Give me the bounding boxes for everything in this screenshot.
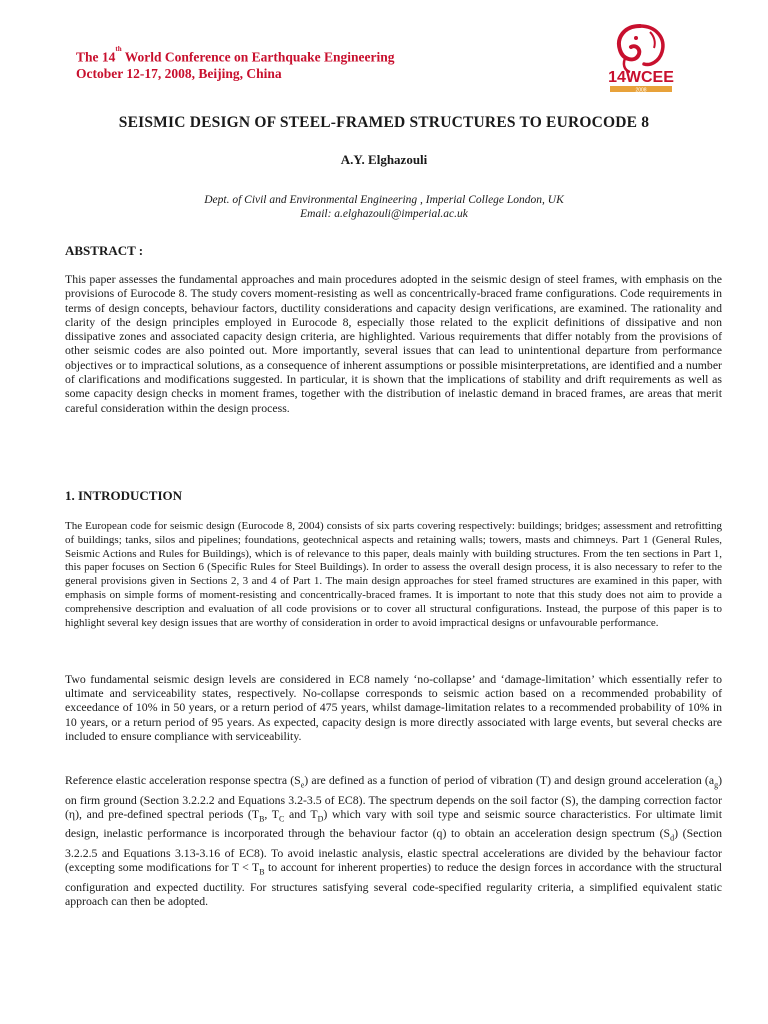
- paper-title: SEISMIC DESIGN OF STEEL-FRAMED STRUCTURES TO EUROCODE 8: [118, 114, 650, 131]
- text-run: and T: [284, 806, 318, 821]
- conference-line-2: October 12-17, 2008, Beijing, China: [76, 65, 282, 81]
- subscript: d: [670, 833, 675, 843]
- text-run: ) are defined as a function of period of vibration (T) and design ground acceleration (a: [304, 773, 715, 787]
- subscript: B: [259, 814, 265, 824]
- ordinal-superscript: th: [115, 45, 122, 53]
- abstract-text: This paper assesses the fundamental approaches and main procedures adopted in the seismic design of steel frames, with emphasis on the provisions of Eurocode 8. The study covers moment-resisting as well as concentrically-braced frame configurations. Code requirements in terms of design concepts, behaviour factors, ductility considerations and capacity design verifications, are examined. The rationality and clarity of the design principles employed in Eurocode 8, especially those related to the explicit definitions of dissipative and non dissipative zones and associated capacity design criteria, are highlighted. Various requirements that differ notably from the provisions of other seismic codes are also pointed out. More importantly, several issues that can lead to unintentional departure from performance objectives or to impractical solutions, as a consequence of inherent assumptions or possible misinterpretations, are identified and a number of clarifications and modifications suggested. In particular, it is shown that the implications of stability and drift requirements as well as some capacity design checks in moment frames, together with the distribution of inelastic demand in braced frames, are areas that merit careful consideration within the design process.: [65, 272, 722, 415]
- conference-header: [76, 46, 395, 82]
- text-run: , T: [264, 806, 279, 821]
- section-heading-introduction: 1. INTRODUCTION: [65, 488, 183, 503]
- author-affiliation-block: [0, 193, 768, 221]
- conference-name: World Conference on Earthquake Engineering: [121, 49, 395, 65]
- affiliation: Dept. of Civil and Environmental Engineering , Imperial College London, UK: [204, 194, 564, 206]
- intro-paragraph-2: Two fundamental seismic design levels are considered in EC8 namely ‘no-collapse’ and ‘damage-limitation’ which essentially refer to ultimate and serviceability states, respectively. No-collapse corresponds to seismic action based on a recommended probability of exceedance of 10% in 50 years, or a return period of 475 years, whilst damage-limitation relates to a recommended probability of 10% in 10 years, or a return period of 95 years. As expected, capacity design is more directly associated with large events, but several checks are included to ensure compliance with serviceability.: [65, 672, 722, 743]
- text-run: to account for inherent properties) to reduce the design forces in accordance with the structural configuration and expected ductility. For structures satisfying several code-specified regularity criteria, a simplified equivalent static approach can then be adopted.: [65, 860, 723, 908]
- intro-paragraph-3: [65, 773, 722, 908]
- subscript: g: [714, 780, 719, 790]
- text-run: ) which vary with soil type and seismic source characteristics. For ultimate limit design, inelastic performance is incorporated through the behaviour factor (q) to obtain an acceleration design spectrum (S: [65, 806, 722, 841]
- wcee-logo: [596, 20, 686, 100]
- conference-line-1: [76, 46, 395, 66]
- logo-text: 14WCEE: [608, 69, 674, 86]
- author-email: Email: a.elghazouli@imperial.ac.uk: [300, 208, 468, 220]
- author-name: A.Y. Elghazouli: [340, 152, 428, 167]
- subscript: e: [300, 780, 305, 790]
- text-run: Reference elastic acceleration response spectra (S: [65, 773, 301, 787]
- subscript: C: [279, 814, 285, 824]
- conference-prefix: The 14: [76, 49, 116, 65]
- subscript: D: [317, 814, 324, 824]
- text-run: ) (Section 3.2.2.5 and Equations 3.13-3.16 of EC8). To avoid inelastic analysis, elastic spectral accelerations are divided by the behaviour factor (excepting some modifications for T < T: [65, 826, 722, 875]
- logo-year: 2008: [635, 87, 647, 94]
- text-run: ) on firm ground (Section 3.2.2.2 and Equations 3.2-3.5 of EC8). The spectrum depends on the soil factor (S), the damping correction factor (η), and pre-defined spectral periods (T: [65, 773, 723, 821]
- subscript: B: [259, 867, 265, 877]
- abstract-heading: ABSTRACT :: [65, 243, 144, 258]
- intro-paragraph-1: The European code for seismic design (Eurocode 8, 2004) consists of six parts covering respectively: buildings; bridges; assessment and retrofitting of buildings; tanks, silos and pipelines; foundations, geotechnical aspects and retaining walls; towers, masts and chimneys. Part 1 (General Rules, Seismic Actions and Rules for Buildings), which is of relevance to this paper, deals mainly with building structures. From the ten sections in Part 1, this paper focuses on Section 6 (Specific Rules for Steel Buildings). In order to assess the overall design process, it is also necessary to refer to the general provisions given in Sections 2, 3 and 4 of Part 1. The main design approaches for steel framed structures are examined in this paper, with emphasis on simple forms of moment-resisting and concentrically-braced frames. It is important to note that this study does not aim to provide a comprehensive description and evaluation of all code provisions or to cover all structural configurations. Instead, the purpose of this paper is to highlight several key design issues that are worthy of consideration in order to avoid impractical designs or unfavourable performance.: [65, 520, 722, 629]
